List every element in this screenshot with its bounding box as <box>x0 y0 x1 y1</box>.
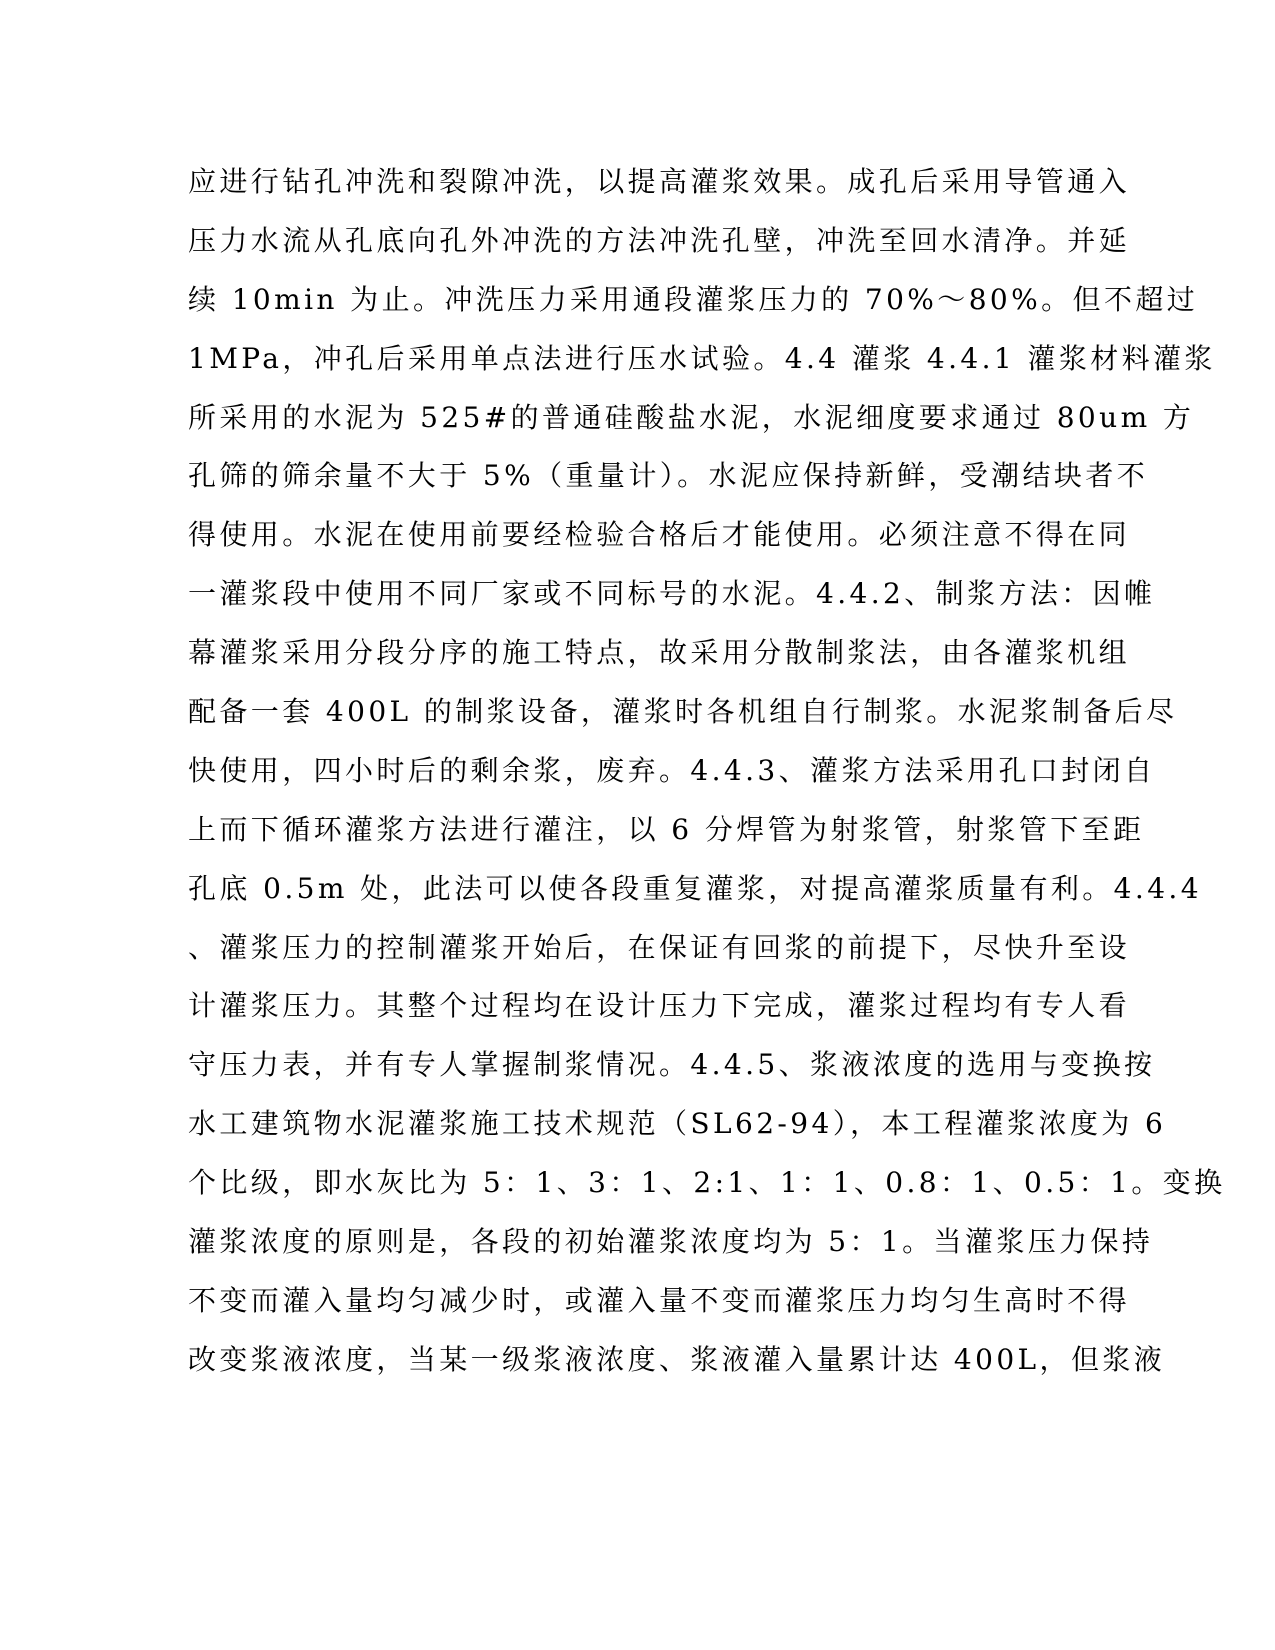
text-line: 1MPa，冲孔后采用单点法进行压水试验。4.4 灌浆 4.4.1 灌浆材料灌浆 <box>188 341 1216 375</box>
text-line: 压力水流从孔底向孔外冲洗的方法冲洗孔壁，冲洗至回水清净。并延 <box>188 223 1131 257</box>
text-line: 改变浆液浓度，当某一级浆液浓度、浆液灌入量累计达 400L，但浆液 <box>188 1342 1166 1376</box>
text-line: 守压力表，并有专人掌握制浆情况。4.4.5、浆液浓度的选用与变换按 <box>188 1048 1156 1082</box>
text-line: 不变而灌入量均匀减少时，或灌入量不变而灌浆压力均匀生高时不得 <box>188 1283 1131 1317</box>
text-line: 得使用。水泥在使用前要经检验合格后才能使用。必须注意不得在同 <box>188 518 1131 552</box>
text-line: 、灌浆压力的控制灌浆开始后，在保证有回浆的前提下，尽快升至设 <box>188 930 1131 964</box>
text-line: 计灌浆压力。其整个过程均在设计压力下完成，灌浆过程均有专人看 <box>188 989 1131 1023</box>
text-line: 孔底 0.5m 处，此法可以使各段重复灌浆，对提高灌浆质量有利。4.4.4 <box>188 871 1202 905</box>
text-line: 孔筛的筛余量不大于 5%（重量计）。水泥应保持新鲜，受潮结块者不 <box>188 459 1149 493</box>
text-line: 灌浆浓度的原则是，各段的初始灌浆浓度均为 5：1。当灌浆压力保持 <box>188 1225 1154 1259</box>
text-line: 水工建筑物水泥灌浆施工技术规范（SL62-94），本工程灌浆浓度为 6 <box>188 1107 1167 1141</box>
text-line: 快使用，四小时后的剩余浆，废弃。4.4.3、灌浆方法采用孔口封闭自 <box>188 753 1156 787</box>
text-line: 续 10min 为止。冲洗压力采用通段灌浆压力的 70%～80%。但不超过 <box>188 282 1199 316</box>
text-line: 所采用的水泥为 525#的普通硅酸盐水泥，水泥细度要求通过 80um 方 <box>188 400 1195 434</box>
text-line: 个比级，即水灰比为 5：1、3：1、2:1、1：1、0.8：1、0.5：1。变换 <box>188 1166 1226 1200</box>
text-line: 上而下循环灌浆方法进行灌注，以 6 分焊管为射浆管，射浆管下至距 <box>188 812 1145 846</box>
text-line: 应进行钻孔冲洗和裂隙冲洗，以提高灌浆效果。成孔后采用导管通入 <box>188 165 1131 198</box>
text-line: 幕灌浆采用分段分序的施工特点，故采用分散制浆法，由各灌浆机组 <box>188 636 1131 670</box>
text-line: 配备一套 400L 的制浆设备，灌浆时各机组自行制浆。水泥浆制备后尽 <box>188 695 1178 729</box>
text-line: 一灌浆段中使用不同厂家或不同标号的水泥。4.4.2、制浆方法：因帷 <box>188 577 1156 611</box>
body-text <box>188 162 1226 1399</box>
